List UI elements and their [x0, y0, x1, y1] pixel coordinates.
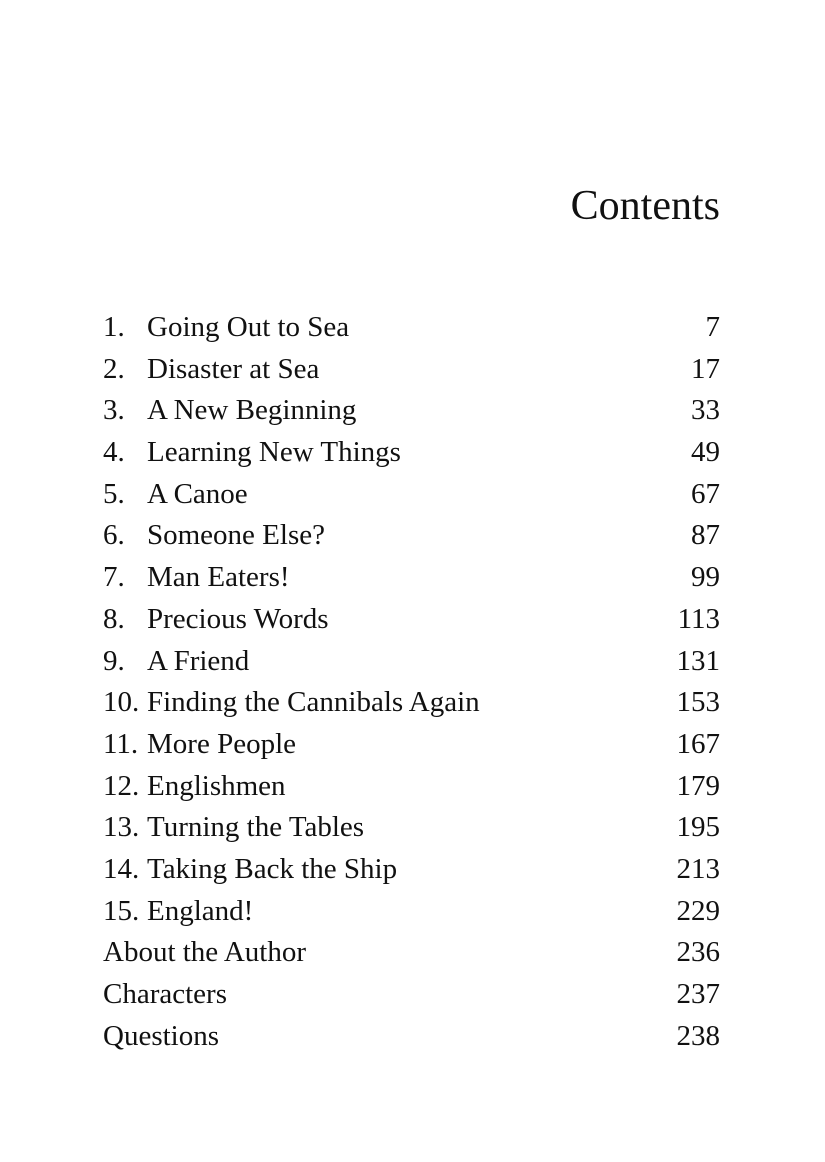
page-number: 99 [691, 561, 720, 594]
toc-entry[interactable] [103, 973, 720, 1015]
chapter-number: 8. [103, 602, 125, 635]
toc-entry[interactable] [103, 640, 720, 682]
chapter-number: 6. [103, 519, 125, 552]
chapter-number: 12. [103, 769, 140, 802]
page-number: 49 [691, 436, 720, 469]
chapter-title: Questions [103, 1019, 219, 1052]
page-number: 238 [676, 1019, 720, 1052]
page-number: 87 [691, 519, 720, 552]
toc-entry[interactable] [103, 765, 720, 807]
chapter-number: 13. [103, 811, 140, 844]
toc-entry[interactable] [103, 306, 720, 348]
chapter-number: 14. [103, 852, 140, 885]
page-number: 7 [705, 311, 720, 343]
toc-entry[interactable] [103, 890, 720, 932]
page-number: 179 [676, 769, 720, 802]
chapter-title: A Friend [147, 644, 250, 677]
chapter-number: 7. [103, 561, 125, 594]
chapter-title: A Canoe [147, 477, 248, 510]
chapter-title: Disaster at Sea [147, 352, 320, 385]
chapter-title: Learning New Things [147, 436, 401, 469]
page-number: 229 [676, 894, 720, 927]
toc-entry[interactable] [103, 348, 720, 390]
toc-entry[interactable] [103, 556, 720, 598]
page-number: 236 [676, 936, 720, 969]
toc-entry[interactable] [103, 723, 720, 765]
toc-entry[interactable] [103, 848, 720, 890]
toc-entry[interactable] [103, 514, 720, 556]
chapter-number: 5. [103, 477, 125, 510]
chapter-title: England! [147, 894, 254, 927]
toc-entry[interactable] [103, 389, 720, 431]
toc-entry[interactable] [103, 931, 720, 973]
page-number: 113 [677, 602, 720, 635]
toc-entry[interactable] [103, 681, 720, 723]
chapter-number: 3. [103, 394, 125, 427]
chapter-title: More People [147, 727, 296, 760]
chapter-number: 11. [103, 727, 139, 760]
page-number: 33 [691, 394, 720, 427]
chapter-title: Taking Back the Ship [147, 852, 398, 885]
toc-entry[interactable] [103, 473, 720, 515]
page-number: 167 [676, 727, 720, 760]
chapter-number: 9. [103, 644, 125, 677]
chapter-title: Someone Else? [147, 519, 325, 552]
chapter-title: A New Beginning [147, 394, 357, 427]
toc-entry[interactable] [103, 1015, 720, 1057]
toc-entry[interactable] [103, 431, 720, 473]
chapter-title: Precious Words [147, 602, 329, 635]
page-number: 153 [676, 686, 720, 719]
chapter-number: 4. [103, 436, 125, 469]
chapter-title: About the Author [103, 936, 306, 969]
page-number: 67 [691, 477, 720, 510]
page-number: 237 [676, 978, 720, 1010]
chapter-title: Characters [103, 978, 227, 1010]
chapter-number: 2. [103, 352, 125, 385]
chapter-title: Turning the Tables [147, 811, 365, 844]
chapter-title: Englishmen [147, 769, 286, 802]
chapter-title: Man Eaters! [147, 561, 290, 594]
chapter-title: Going Out to Sea [147, 311, 350, 343]
page-number: 17 [691, 352, 720, 385]
chapter-title: Finding the Cannibals Again [147, 686, 480, 719]
chapter-number: 10. [103, 686, 140, 719]
chapter-number: 15. [103, 894, 140, 927]
page-title: Contents [570, 183, 720, 229]
chapter-number: 1. [103, 311, 125, 343]
page-number: 213 [676, 852, 720, 885]
table-of-contents [103, 306, 720, 1056]
toc-entry[interactable] [103, 598, 720, 640]
toc-entry[interactable] [103, 806, 720, 848]
page-number: 131 [676, 644, 720, 677]
page-number: 195 [676, 811, 720, 844]
